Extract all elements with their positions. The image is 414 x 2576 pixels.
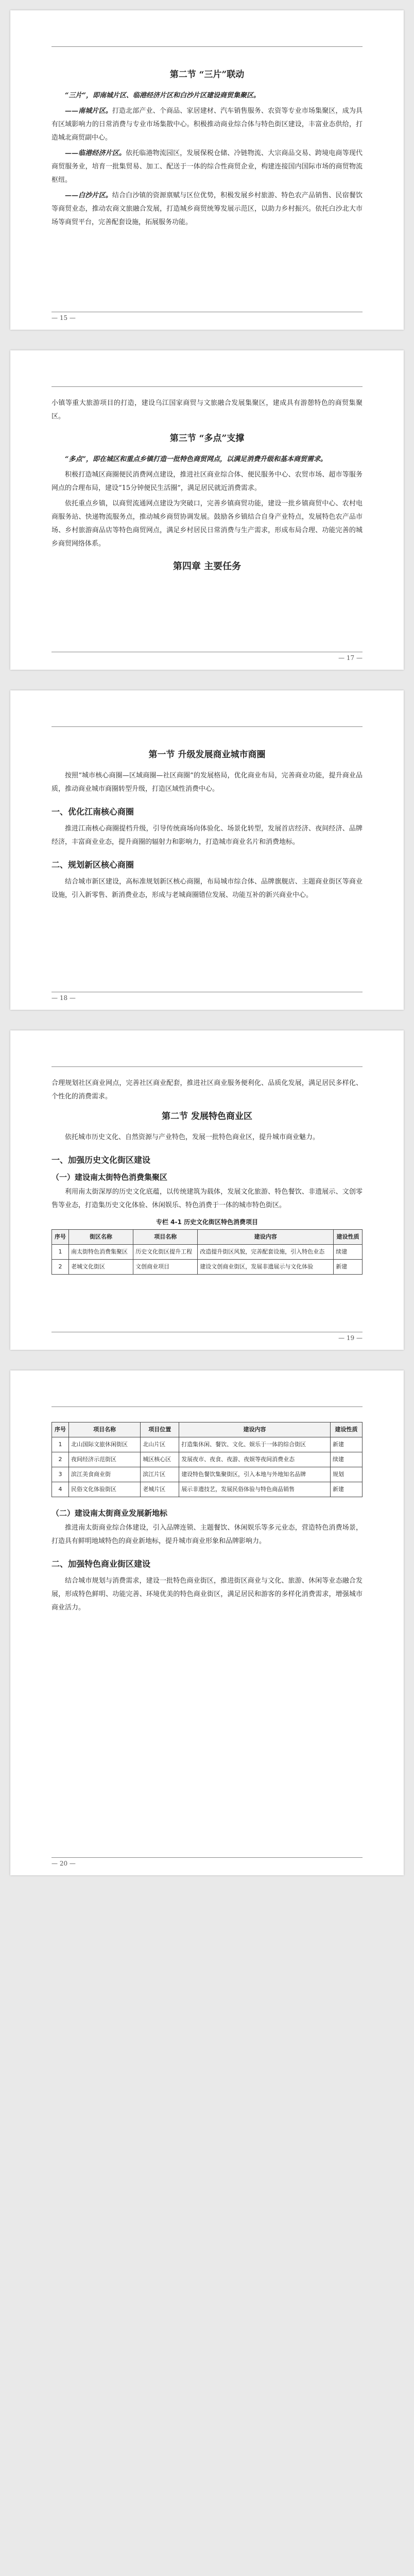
table-cell: 老城文化街区 <box>69 1260 133 1275</box>
table-cell: 展示非遗技艺，发展民俗体验与特色商品销售 <box>179 1482 331 1497</box>
table-cell: 北山片区 <box>141 1437 179 1452</box>
paragraph: 合理规划社区商业网点，完善社区商业配套，推进社区商业服务便利化、品质化发展，满足居民多样化、个性化的消费需求。 <box>51 1079 363 1100</box>
table-cell: 城区核心区 <box>141 1452 179 1467</box>
table-cell: 新建 <box>330 1482 362 1497</box>
table-cell: 建设文创商业街区，发展非遗展示与文化体验 <box>198 1260 334 1275</box>
page-number: — 20 — <box>51 1860 76 1867</box>
column-header: 项目位置 <box>141 1422 179 1437</box>
column-header: 项目名称 <box>69 1422 141 1437</box>
section-title: 第一节 升级发展商业城市商圈 <box>148 750 266 760</box>
table-cell: 新建 <box>334 1260 363 1275</box>
paragraph: 推进江南核心商圈提档升级，引导传统商场向体验化、场景化转型，发展首店经济、夜间经济、品牌经济，丰富商业业态，提升商圈的辐射力和影响力，打造城市商业名片和消费地标。 <box>51 825 363 846</box>
paragraph: 结合城市新区建设，高标准规划新区核心商圈，布局城市综合体、品牌旗舰店、主题商业街区等商业设施，引入新零售、新消费业态，形成与老城商圈错位发展、功能互补的新兴商业中心。 <box>51 878 363 899</box>
table-row <box>52 1467 363 1482</box>
paragraph: 按照“城市核心商圈—区域商圈—社区商圈”的发展格局，优化商业布局，完善商业功能，提升商业品质，推动商业城市商圈转型升级，打造区域性消费中心。 <box>51 772 363 793</box>
table-cell: 4 <box>52 1482 69 1497</box>
page-header-rule <box>51 46 363 47</box>
table-cell: 民俗文化体验街区 <box>69 1482 141 1497</box>
table-cell: 1 <box>52 1437 69 1452</box>
table-cell: 老城片区 <box>141 1482 179 1497</box>
paragraph: 依托城市历史文化、自然资源与产业特色，发展一批特色商业区，提升城市商业魅力。 <box>65 1133 320 1141</box>
page-header-rule <box>51 1066 363 1067</box>
table-cell: 续建 <box>334 1245 363 1260</box>
paragraph: 依托重点乡镇，以商贸流通网点建设为突破口，完善乡镇商贸功能，建设一批乡镇商贸中心、农村电商服务站、快递物流服务点，推动城乡商贸协调发展。鼓励各乡镇结合自身产业特点，发展特色农产品市场、乡村旅游商品店等特色商贸网点，满足乡村居民日常消费与生产需求，形成布局合理、功能完善的城乡商贸网络体系。 <box>51 500 363 548</box>
table-cell: 3 <box>52 1467 69 1482</box>
table-cell: 滨江美食商业街 <box>69 1467 141 1482</box>
table-row <box>52 1260 363 1275</box>
paragraph: “三片”，即南城片区、临港经济片区和白沙片区建设商贸集聚区。 <box>65 92 260 99</box>
paragraph: ——临港经济片区。依托临港物流园区，发展保税仓储、冷链物流、大宗商品交易、跨境电商等现代商贸服务业，培育一批集贸易、加工、配送于一体的综合性商贸企业，构建连接国内国际市场的商贸物流枢纽。 <box>51 149 363 184</box>
page-header-rule <box>51 726 363 727</box>
page-number: — 17 — <box>338 654 363 662</box>
subsection-heading: （二）建设南太街商业发展新地标 <box>51 1509 168 1518</box>
table-cell: 建设特色餐饮集聚街区，引入本地与外地知名品牌 <box>179 1467 331 1482</box>
table-cell: 北山国际文旅休闲街区 <box>69 1437 141 1452</box>
section-title: 第二节 “三片”联动 <box>169 70 245 80</box>
page-footer-rule <box>51 1857 363 1858</box>
column-header: 建设性质 <box>334 1230 363 1245</box>
paragraph: 积极打造城区商圈便民消费网点建设，推进社区商业综合体、便民服务中心、农贸市场、超市等服务网点的合理布局，建设“15分钟便民生活圈”，满足居民就近消费需求。 <box>51 471 363 492</box>
project-table <box>51 1422 363 1497</box>
column-header: 建设内容 <box>179 1422 331 1437</box>
paragraph: ——南城片区。打造北部产业、个商品、家居建材、汽车销售服务、农资等专业市场集聚区，成为具有区域影响力的日常消费与专业市场集散中心。积极推动商业综合体与特色街区建设，丰富业态供给，打造城北商贸副中心。 <box>51 107 363 142</box>
table-cell: 规划 <box>330 1467 362 1482</box>
table-row <box>52 1482 363 1497</box>
document-page-4 <box>10 1030 404 1350</box>
document-page-1 <box>10 10 404 330</box>
document-page-5 <box>10 1370 404 1875</box>
table-header-row <box>52 1422 363 1437</box>
table-cell: 打造集休闲、餐饮、文化、娱乐于一体的综合街区 <box>179 1437 331 1452</box>
table-cell: 续建 <box>330 1452 362 1467</box>
table-row <box>52 1437 363 1452</box>
section-title: 第三节 “多点”支撑 <box>169 433 245 444</box>
column-header: 建设性质 <box>330 1422 362 1437</box>
table-cell: 夜间经济示范街区 <box>69 1452 141 1467</box>
paragraph: 结合城市规划与消费需求，建设一批特色商业街区，推进街区商业与文化、旅游、休闲等业态融合发展，形成特色鲜明、功能完善、环境优美的特色商业街区，满足居民和游客的多样化消费需求，增强城市商业活力。 <box>51 1577 363 1612</box>
project-table <box>51 1229 363 1275</box>
subsection-title: 一、加强历史文化街区建设 <box>51 1155 151 1165</box>
table-row <box>52 1452 363 1467</box>
column-header: 建设内容 <box>198 1230 334 1245</box>
page-number: — 15 — <box>51 314 76 321</box>
table-cell: 1 <box>52 1245 69 1260</box>
page-number: — 18 — <box>51 994 76 1002</box>
column-header: 街区名称 <box>69 1230 133 1245</box>
chapter-title: 第四章 主要任务 <box>173 561 242 572</box>
page-header-rule <box>51 1406 363 1407</box>
column-header: 序号 <box>52 1230 69 1245</box>
table-cell: 2 <box>52 1260 69 1275</box>
paragraph: ——白沙片区。结合白沙镇的资源禀赋与区位优势，积极发展乡村旅游、特色农产品销售、民宿餐饮等商贸业态，推动农商文旅融合发展，打造城乡商贸统筹发展示范区，以助力乡村振兴。依托白沙北大市场等商贸平台，完善配套设施，拓展服务功能。 <box>51 192 363 226</box>
table-caption: 专栏 4-1 历史文化街区特色消费项目 <box>156 1218 258 1226</box>
table-cell: 滨江片区 <box>141 1467 179 1482</box>
subsection-title: 二、规划新区核心商圈 <box>51 860 134 870</box>
document-page-3 <box>10 690 404 1010</box>
table-cell: 新建 <box>330 1437 362 1452</box>
page-header-rule <box>51 386 363 387</box>
table-cell: 改造提升街区风貌，完善配套设施，引入特色业态 <box>198 1245 334 1260</box>
subsection-title: 二、加强特色商业街区建设 <box>51 1559 151 1569</box>
table-cell: 历史文化街区提升工程 <box>133 1245 198 1260</box>
paragraph: 利用南太街深厚的历史文化底蕴，以传统建筑为载体，发展文化旅游、特色餐饮、非遗展示、文创零售等业态，打造集历史文化体验、休闲娱乐、特色消费于一体的城市特色街区。 <box>51 1188 363 1209</box>
document-page-2 <box>10 350 404 670</box>
page-number: — 19 — <box>338 1334 363 1342</box>
table-cell: 发展夜市、夜食、夜游、夜娱等夜间消费业态 <box>179 1452 331 1467</box>
table-cell: 2 <box>52 1452 69 1467</box>
subsection-heading: （一）建设南太街特色消费集聚区 <box>51 1173 168 1182</box>
column-header: 项目名称 <box>133 1230 198 1245</box>
table-header-row <box>52 1230 363 1245</box>
column-header: 序号 <box>52 1422 69 1437</box>
subsection-title: 一、优化江南核心商圈 <box>51 807 134 817</box>
section-title: 第二节 发展特色商业区 <box>162 1111 252 1122</box>
table-cell: 南太街特色消费集聚区 <box>69 1245 133 1260</box>
table-row <box>52 1245 363 1260</box>
paragraph: 推进南太街商业综合体建设，引入品牌连锁、主题餐饮、休闲娱乐等多元业态，营造特色消费场景，打造具有鲜明地域特色的商业新地标，提升城市商业形象和品牌影响力。 <box>51 1524 363 1545</box>
paragraph: “多点”，即在城区和重点乡镇打造一批特色商贸网点，以满足消费升级和基本商贸需求。 <box>65 455 327 463</box>
paragraph: 小镇等重大旅游项目的打造，建设乌江国家商贸与文旅融合发展集聚区，建成具有游憩特色的商贸集聚区。 <box>51 399 363 420</box>
table-cell: 文创商业项目 <box>133 1260 198 1275</box>
